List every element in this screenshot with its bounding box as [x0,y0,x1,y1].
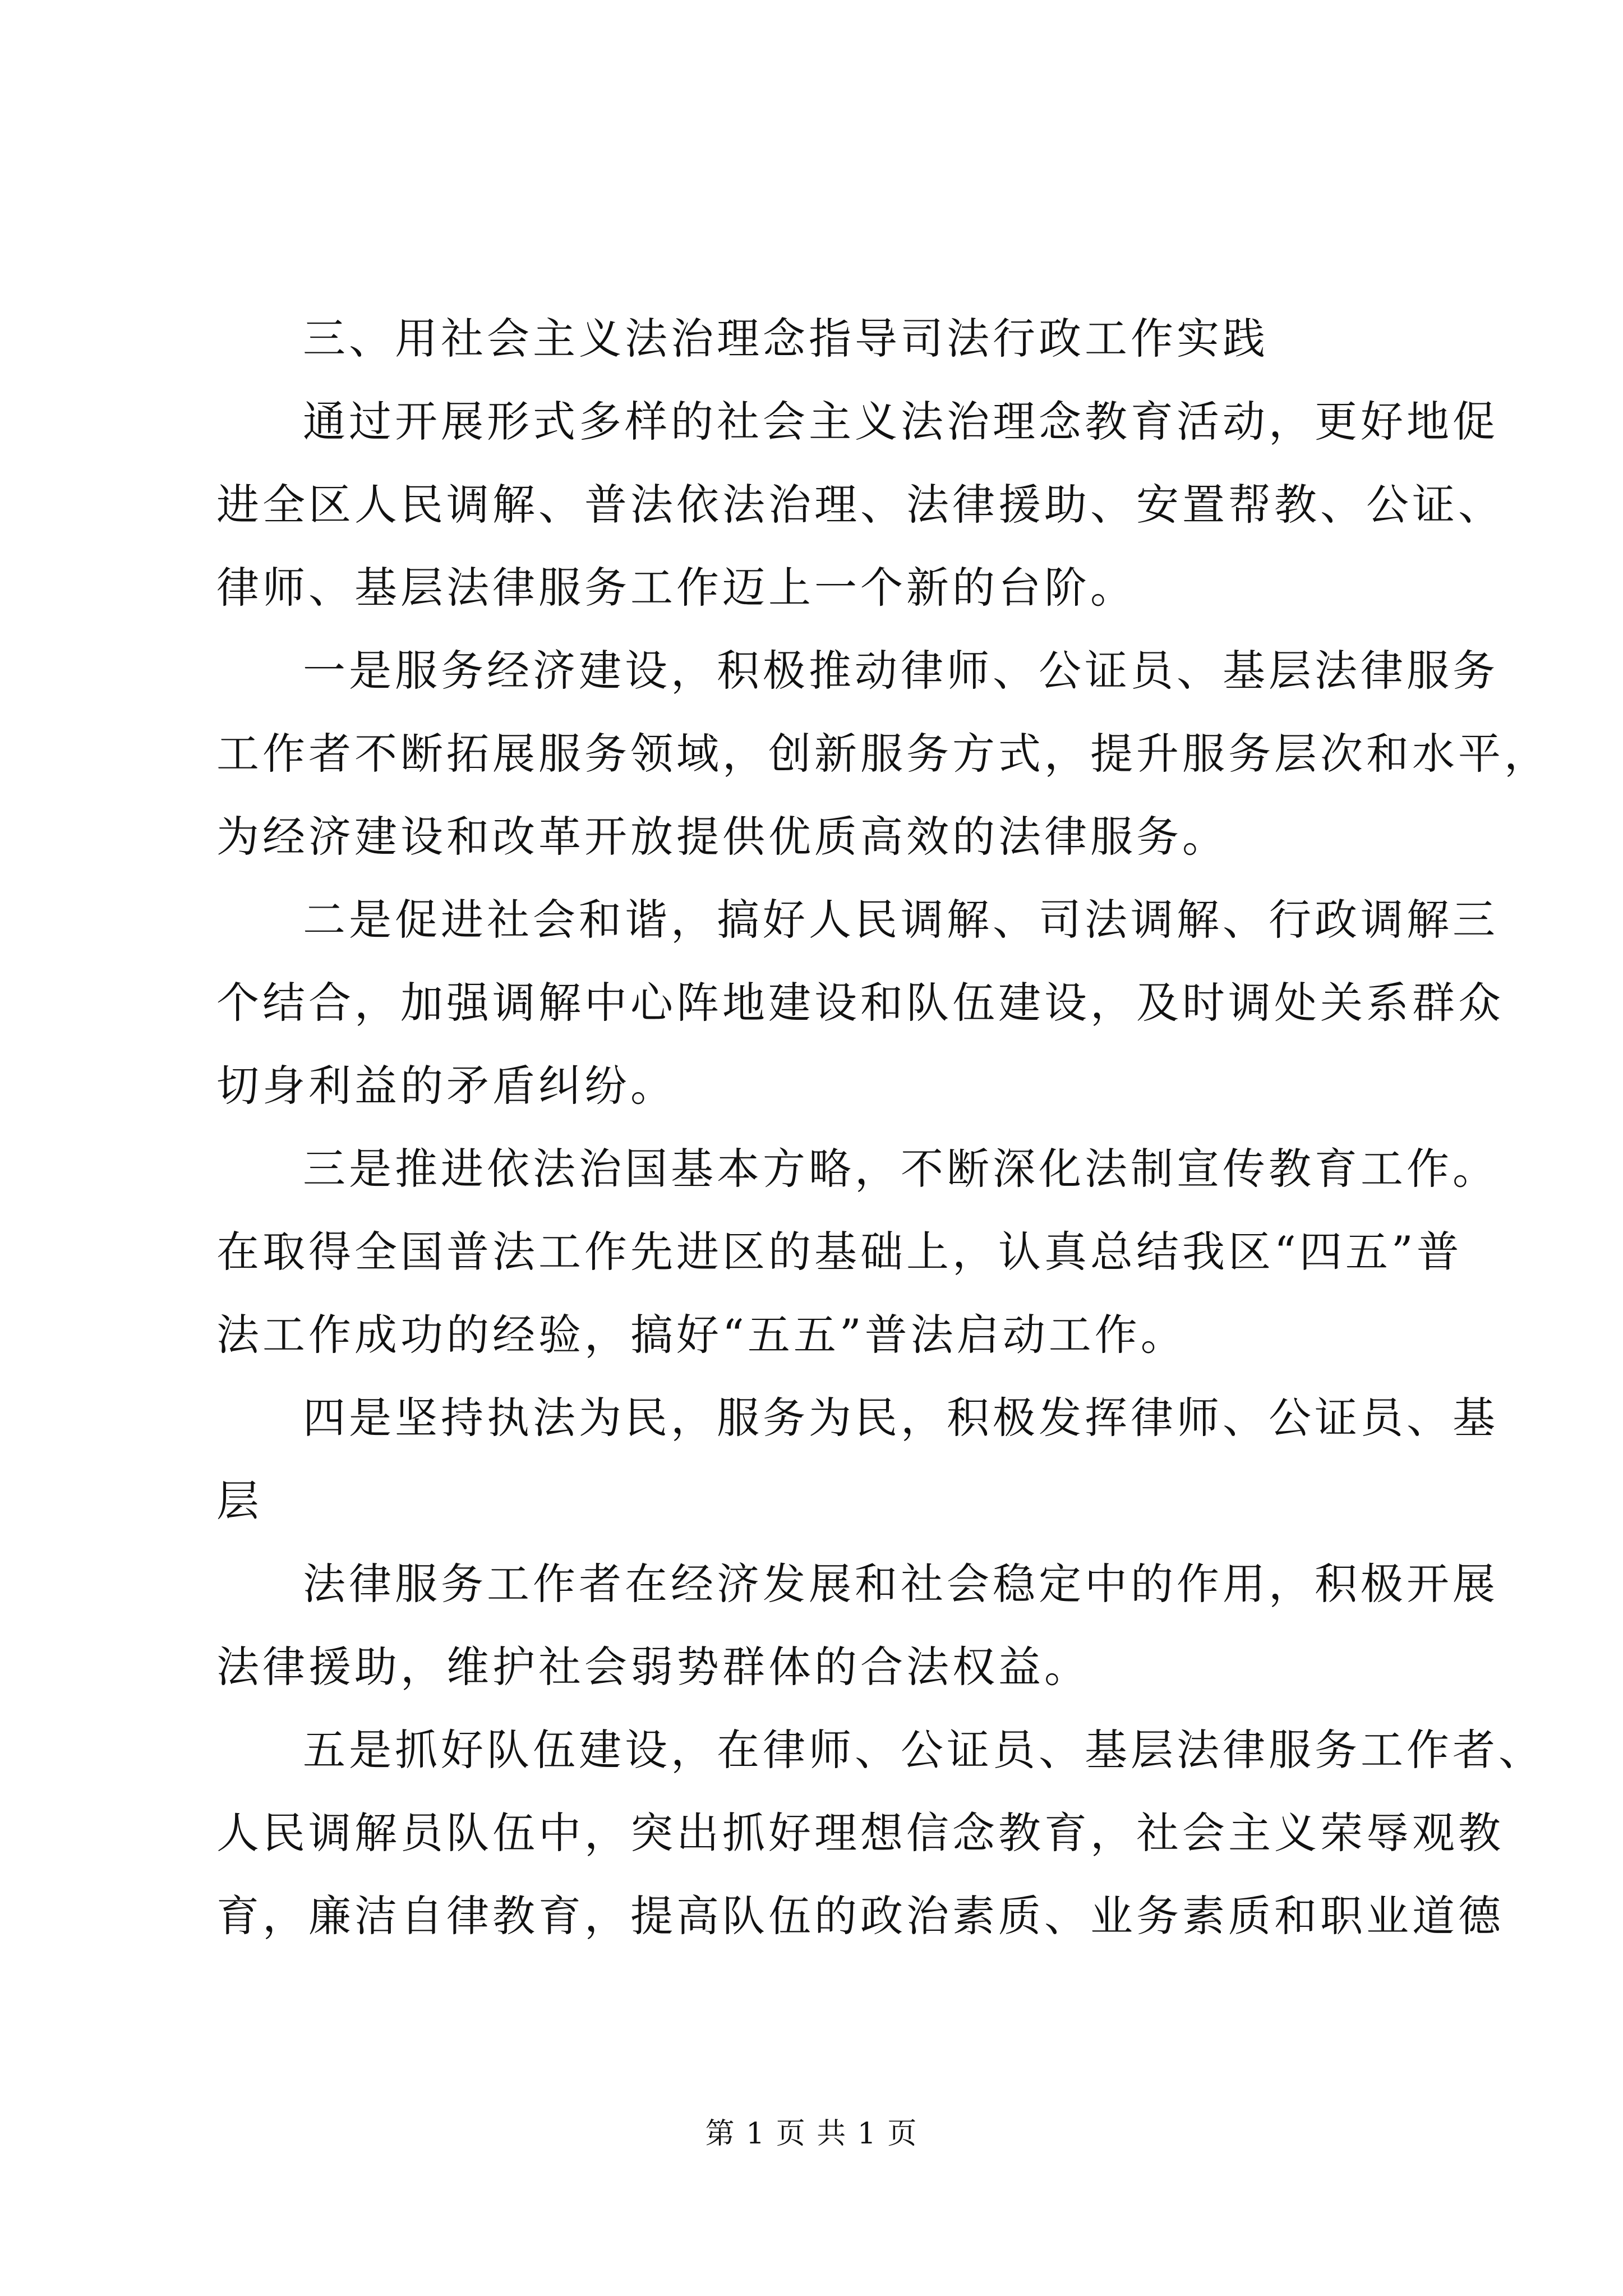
paragraph-line: 育，廉洁自律教育，提高队伍的政治素质、业务素质和职业道德 [216,1891,1504,1941]
paragraph-line: 为经济建设和改革开放提供优质高效的法律服务。 [216,812,1228,862]
paragraph-line: 法律服务工作者在经济发展和社会稳定中的作用，积极开展 [303,1559,1498,1609]
paragraph-line: 在取得全国普法工作先进区的基础上，认真总结我区“四五”普 [216,1227,1463,1277]
paragraph-line: 通过开展形式多样的社会主义法治理念教育活动，更好地促 [303,397,1498,447]
page-footer: 第 1 页 共 1 页 [705,2117,918,2151]
paragraph-line: 五是抓好队伍建设，在律师、公证员、基层法律服务工作者、 [303,1725,1544,1775]
paragraph-line: 律师、基层法律服务工作迈上一个新的台阶。 [216,563,1136,613]
paragraph-line: 法律援助，维护社会弱势群体的合法权益。 [216,1642,1090,1692]
paragraph-line: 人民调解员队伍中，突出抓好理想信念教育，社会主义荣辱观教 [216,1808,1504,1858]
paragraph-line: 切身利益的矛盾纠纷。 [216,1061,676,1111]
section-heading: 三、用社会主义法治理念指导司法行政工作实践 [303,314,1269,364]
paragraph-line: 工作者不断拓展服务领域，创新服务方式，提升服务层次和水平， [216,729,1550,779]
paragraph-line: 层 [216,1476,262,1526]
paragraph-line: 二是促进社会和谐，搞好人民调解、司法调解、行政调解三 [303,895,1498,945]
paragraph-line: 个结合，加强调解中心阵地建设和队伍建设，及时调处关系群众 [216,978,1504,1028]
paragraph-line: 三是推进依法治国基本方略，不断深化法制宣传教育工作。 [303,1144,1498,1194]
paragraph-line: 四是坚持执法为民，服务为民，积极发挥律师、公证员、基 [303,1393,1498,1443]
paragraph-line: 法工作成功的经验，搞好“五五”普法启动工作。 [216,1310,1187,1360]
paragraph-line: 一是服务经济建设，积极推动律师、公证员、基层法律服务 [303,646,1498,696]
paragraph-line: 进全区人民调解、普法依法治理、法律援助、安置帮教、公证、 [216,480,1504,530]
